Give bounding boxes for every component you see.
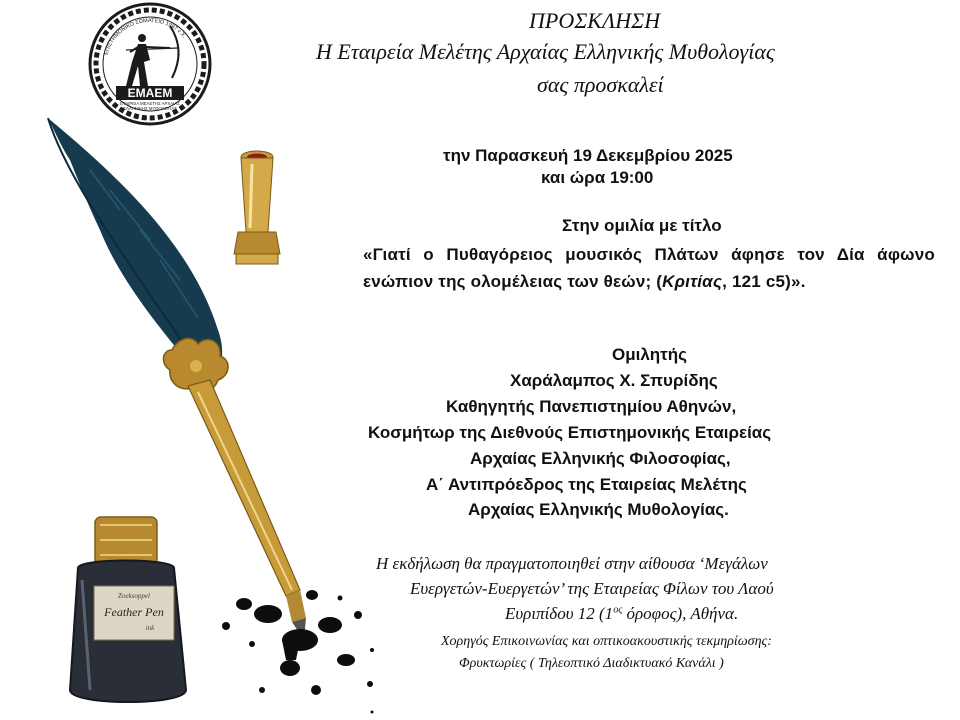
venue-address-end: όροφος), Αθήνα. <box>622 604 739 623</box>
logo-acronym: ΕΜΑΕΜ <box>127 86 173 100</box>
sponsor-line-2: Φρυκτωρίες ( Τηλεοπτικό Διαδικτυακό Κανάλι ) <box>459 656 724 671</box>
speaker-role-4: Α΄ Αντιπρόεδρος της Εταιρείας Μελέτης <box>426 475 747 494</box>
talk-intro: Στην ομιλία με τίτλο <box>562 216 722 235</box>
ink-label-ink: ink <box>145 624 155 632</box>
speaker-role-1: Καθηγητής Πανεπιστημίου Αθηνών, <box>446 397 737 416</box>
logo-subtitle-1: ΕΤΑΙΡΕΙΑ ΜΕΛΕΤΗΣ ΑΡΧΑΙΑΣ <box>120 101 180 106</box>
speaker-role-5: Αρχαίας Ελληνικής Μυθολογίας. <box>468 500 729 519</box>
logo-subtitle-2: ΕΛΛΗΝΙΚΗΣ ΜΥΘΟΛΟΓΙΑΣ <box>123 106 177 111</box>
sponsor-line-1: Χορηγός Επικοινωνίας και οπτικοακουστικής τεκμηρίωσης: <box>441 634 772 649</box>
venue-floor-sup: ος <box>613 604 623 616</box>
talk-title-main: «Γιατί ο Πυθαγόρειος μουσικός Πλάτων άφησε τον Δία άφωνο ενώπιον της ολομέλειας των θεών; ( <box>363 245 935 291</box>
ink-label-small: Zoeksoppel <box>118 592 150 600</box>
talk-title-italic: Κριτίας <box>662 272 723 291</box>
invites-text: σας προσκαλεί <box>537 72 664 97</box>
logo-ring-text: ΕΠΙΣΤΗΜΟΝΙΚΟ ΣΩΜΑΤΕΙΟ 1997 ν.Χ. <box>103 17 188 56</box>
venue-address: Ευριπίδου 12 (1 <box>505 604 614 623</box>
pen-cap-icon <box>234 151 280 264</box>
speaker-role-3: Αρχαίας Ελληνικής Φιλοσοφίας, <box>470 449 731 468</box>
invitation-title: ΠΡΟΣΚΛΗΣΗ <box>529 8 661 33</box>
speaker-name: Χαράλαμπος Χ. Σπυρίδης <box>510 371 718 390</box>
event-date: την Παρασκευή 19 Δεκεμβρίου 2025 <box>443 146 733 165</box>
talk-title-end: , 121 c5)». <box>722 272 806 291</box>
speaker-role-2: Κοσμήτωρ της Διεθνούς Επιστημονικής Εταιρείας <box>368 423 772 442</box>
event-time: και ώρα 19:00 <box>541 168 654 187</box>
talk-title <box>363 241 935 295</box>
venue-line-2: Ευεργετών-Ευεργετών’ της Εταιρείας Φίλων του Λαού <box>410 579 774 598</box>
speaker-heading: Ομιλητής <box>612 345 687 364</box>
ink-bottle-icon <box>70 517 186 702</box>
venue-line-1: Η εκδήλωση θα πραγματοποιηθεί στην αίθουσα ‘Μεγάλων <box>376 554 768 573</box>
ink-label-brand: Feather Pen <box>104 605 164 619</box>
venue-line-3 <box>505 604 738 624</box>
society-name: Η Εταιρεία Μελέτης Αρχαίας Ελληνικής Μυθολογίας <box>316 39 775 64</box>
